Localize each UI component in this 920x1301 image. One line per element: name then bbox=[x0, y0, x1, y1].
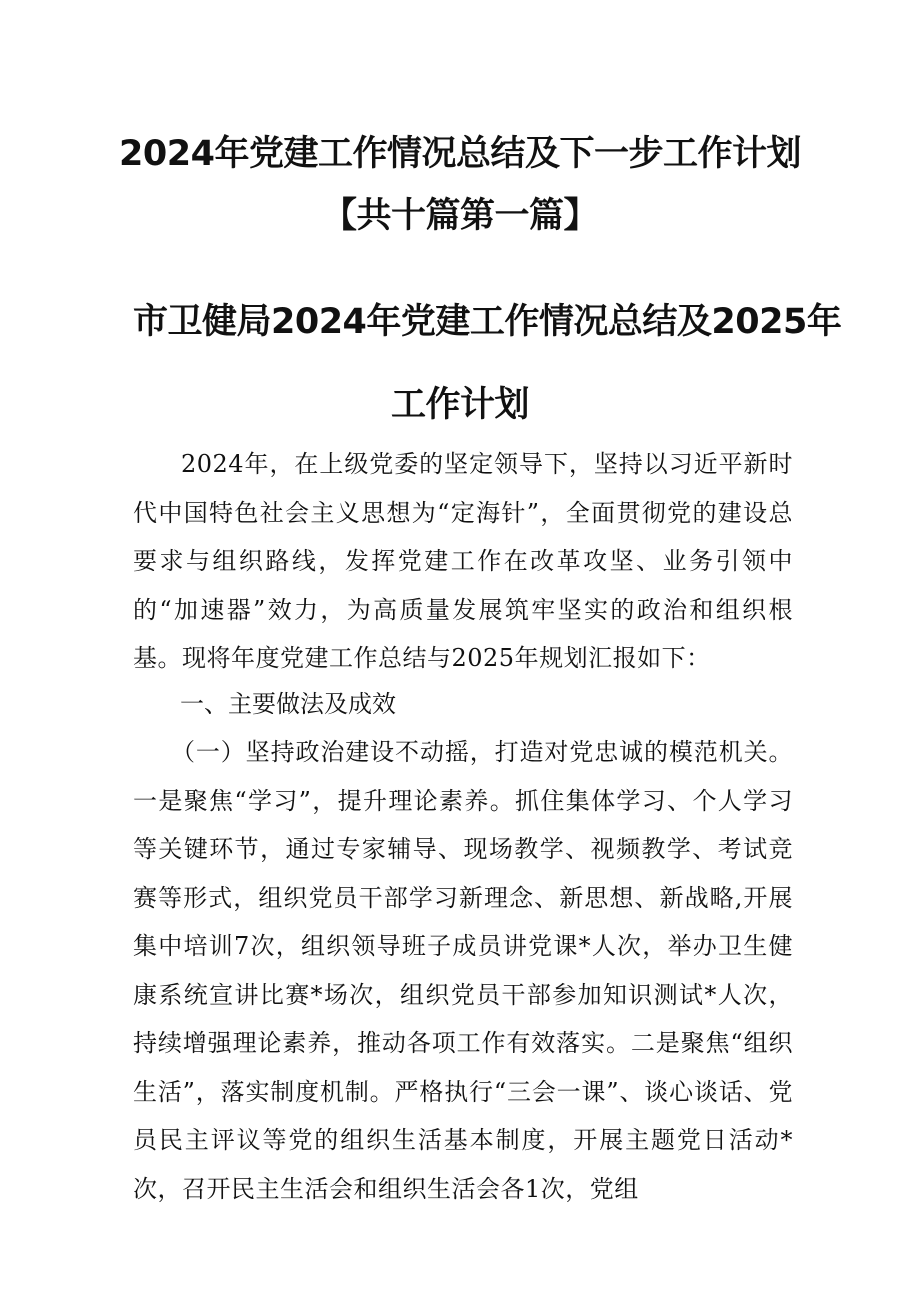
document-title-line-4: 工作计划 bbox=[390, 385, 529, 425]
section-paragraph: （一）坚持政治建设不动摇，打造对党忠诚的模范机关。一是聚焦“学习”，提升理论素养。抓住集体学习、个人学习等关键环节，通过专家辅导、现场教学、视频教学、考试竞赛等形式，组织党员干部学习新理念、新思想、新战略,开展集中培训7次，组织领导班子成员讲党课*人次，举办卫生健康系统宣讲比赛*场次，组织党员干部参加知识测试*人次，持续增强理论素养，推动各项工作有效落实。二是聚焦“组织生活”，落实制度机制。严格执行“三会一课”、谈心谈话、党员民主评议等党的组织生活基本制度，开展主题党日活动*次，召开民主生活会和组织生活会各1次，党组 bbox=[133, 738, 793, 1203]
intro-paragraph: 2024年，在上级党委的坚定领导下，坚持以习近平新时代中国特色社会主义思想为“定海针”，全面贯彻党的建设总要求与组织路线，发挥党建工作在改革攻坚、业务引领中的“加速器”效力，为高质量发展筑牢坚实的政治和组织根基。现将年度党建工作总结与2025年规划汇报如下： bbox=[133, 450, 793, 672]
section-heading: 一、主要做法及成效 bbox=[180, 690, 396, 718]
document-title-line-2: 【共十篇第一篇】 bbox=[321, 196, 598, 236]
document-title-line-3: 市卫健局2024年党建工作情况总结及2025年 bbox=[133, 302, 842, 342]
document-title-line-1: 2024年党建工作情况总结及下一步工作计划 bbox=[119, 134, 801, 174]
